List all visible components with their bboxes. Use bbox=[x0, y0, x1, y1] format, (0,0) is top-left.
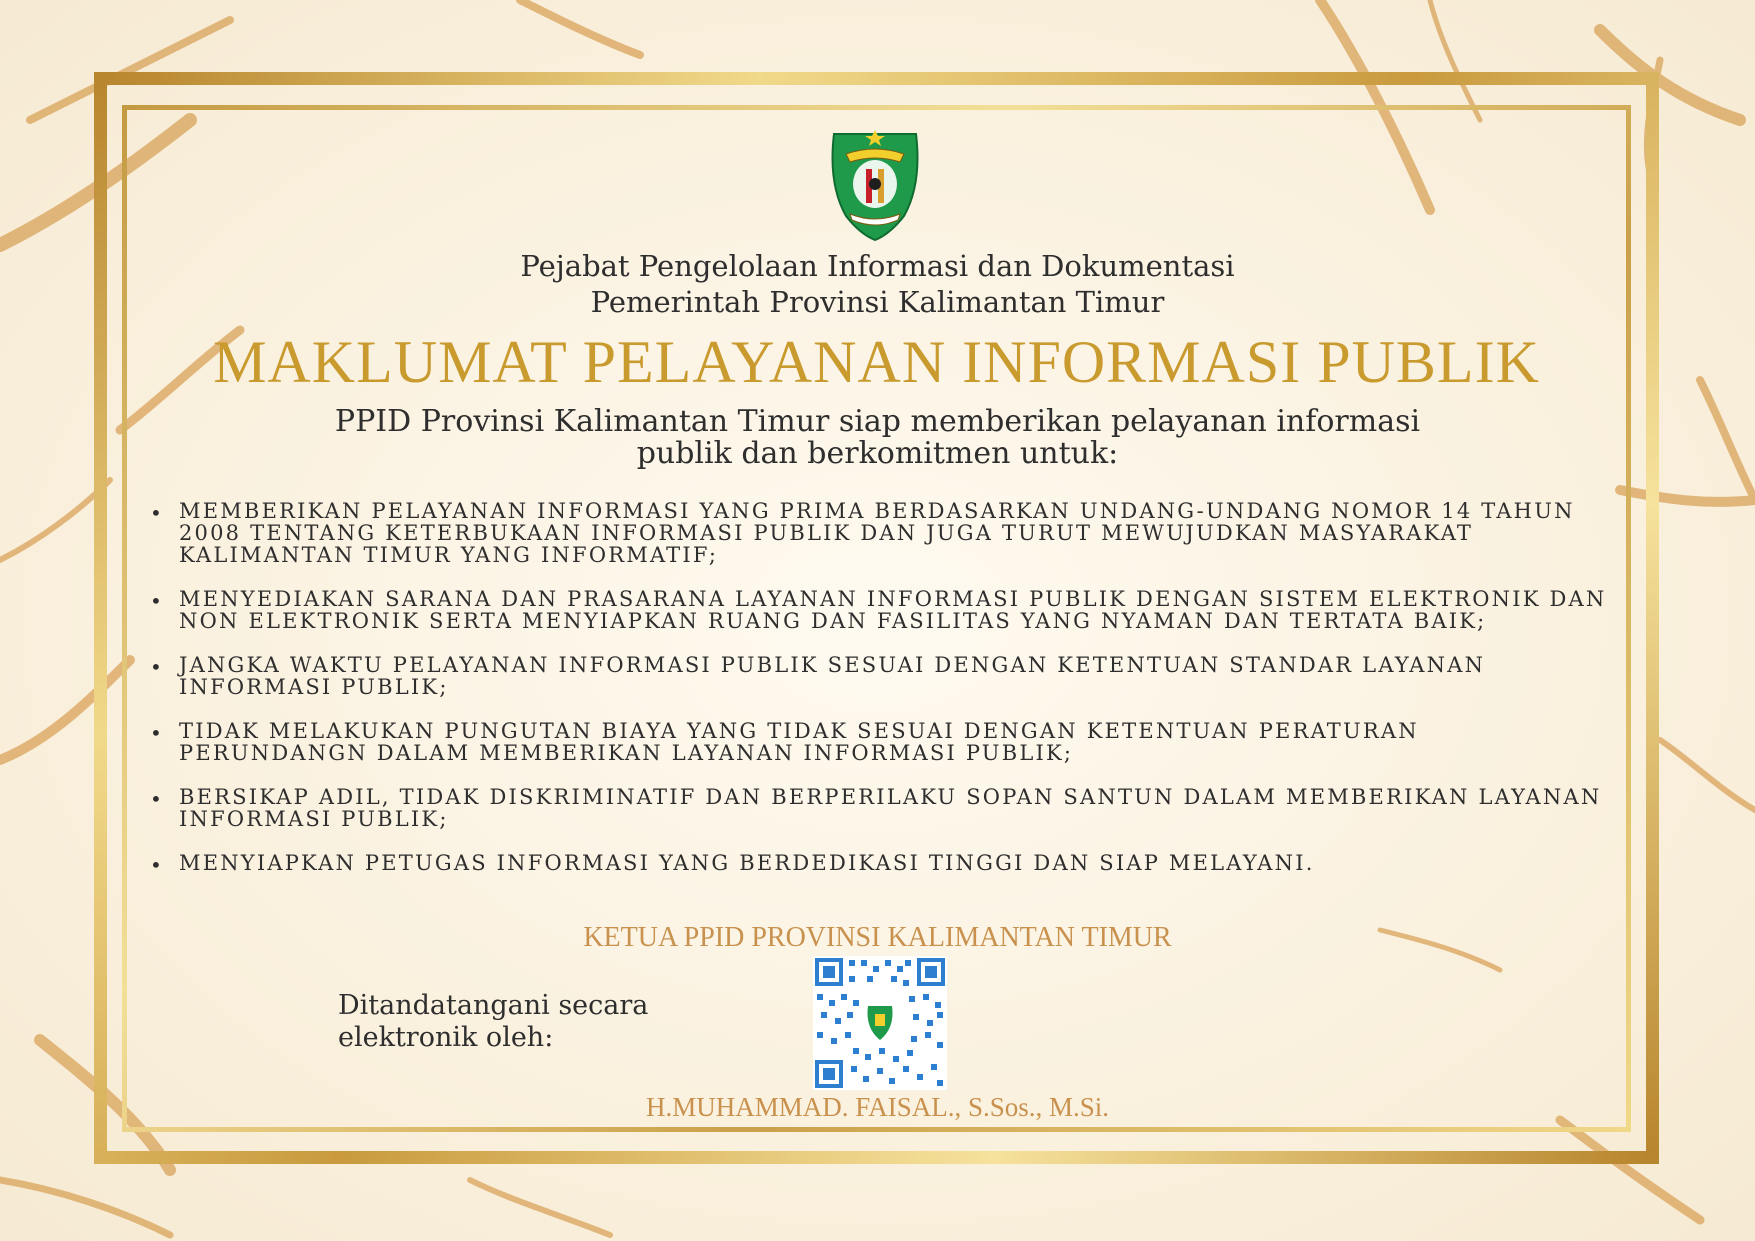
bullet-icon: • bbox=[150, 589, 164, 613]
commitment-text: MENYEDIAKAN SARANA DAN PRASARANA LAYANAN INFORMASI PUBLIK DENGAN SISTEM ELEKTRONIK DAN NON ELEKTRONIK SERTA MENYIAPKAN RUANG DAN FASILITAS YANG NYAMAN DAN TERTATA BAIK; bbox=[179, 587, 1607, 633]
bullet-icon: • bbox=[150, 853, 164, 877]
list-item bbox=[146, 654, 1616, 698]
qr-code-icon bbox=[813, 956, 947, 1090]
signatory-name: H.MUHAMMAD. FAISAL., S.Sos., M.Si. bbox=[645, 1092, 1110, 1122]
commitment-text: TIDAK MELAKUKAN PUNGUTAN BIAYA YANG TIDAK SESUAI DENGAN KETENTUAN PERATURAN PERUNDANGN DALAM MEMBERIKAN LAYANAN INFORMASI PUBLIK; bbox=[179, 719, 1419, 765]
e-signature-note bbox=[338, 990, 698, 1054]
intro-line-1: PPID Provinsi Kalimantan Timur siap memberikan pelayanan informasi bbox=[334, 404, 1421, 439]
e-signature-note-line-1: Ditandatangani secara bbox=[338, 990, 649, 1021]
e-signature-note-line-2: elektronik oleh: bbox=[338, 1022, 554, 1053]
commitment-text: MEMBERIKAN PELAYANAN INFORMASI YANG PRIMA BERDASARKAN UNDANG-UNDANG NOMOR 14 TAHUN 2008 TENTANG KETERBUKAAN INFORMASI PUBLIK DAN JUGA TURUT MEWUJUDKAN MASYARAKAT KALIMANTAN TIMUR YANG INFORMATIF; bbox=[179, 499, 1575, 567]
org-line-2: Pemerintah Provinsi Kalimantan Timur bbox=[590, 285, 1165, 319]
list-item bbox=[146, 588, 1616, 632]
signatory-position: KETUA PPID PROVINSI KALIMANTAN TIMUR bbox=[583, 922, 1172, 953]
commitment-text: MENYIAPKAN PETUGAS INFORMASI YANG BERDEDIKASI TINGGI DAN SIAP MELAYANI. bbox=[179, 851, 1315, 875]
list-item bbox=[146, 720, 1616, 764]
intro-line-2: publik dan berkomitmen untuk: bbox=[636, 436, 1119, 471]
commitment-list bbox=[146, 500, 1616, 896]
commitment-text: BERSIKAP ADIL, TIDAK DISKRIMINATIF DAN BERPERILAKU SOPAN SANTUN DALAM MEMBERIKAN LAYANAN INFORMASI PUBLIK; bbox=[179, 785, 1602, 831]
list-item bbox=[146, 851, 1616, 877]
list-item bbox=[146, 786, 1616, 830]
intro-text bbox=[300, 406, 1455, 470]
organization-name bbox=[300, 248, 1455, 320]
east-kalimantan-emblem-icon bbox=[826, 124, 924, 242]
commitment-text: JANGKA WAKTU PELAYANAN INFORMASI PUBLIK SESUAI DENGAN KETENTUAN STANDAR LAYANAN INFORMASI PUBLIK; bbox=[179, 653, 1486, 699]
bullet-icon: • bbox=[150, 787, 164, 811]
bullet-icon: • bbox=[150, 501, 164, 525]
list-item bbox=[146, 500, 1616, 566]
bullet-icon: • bbox=[150, 721, 164, 745]
bullet-icon: • bbox=[150, 655, 164, 679]
page-title: MAKLUMAT PELAYANAN INFORMASI PUBLIK bbox=[213, 329, 1540, 395]
org-line-1: Pejabat Pengelolaan Informasi dan Dokumentasi bbox=[520, 249, 1235, 283]
